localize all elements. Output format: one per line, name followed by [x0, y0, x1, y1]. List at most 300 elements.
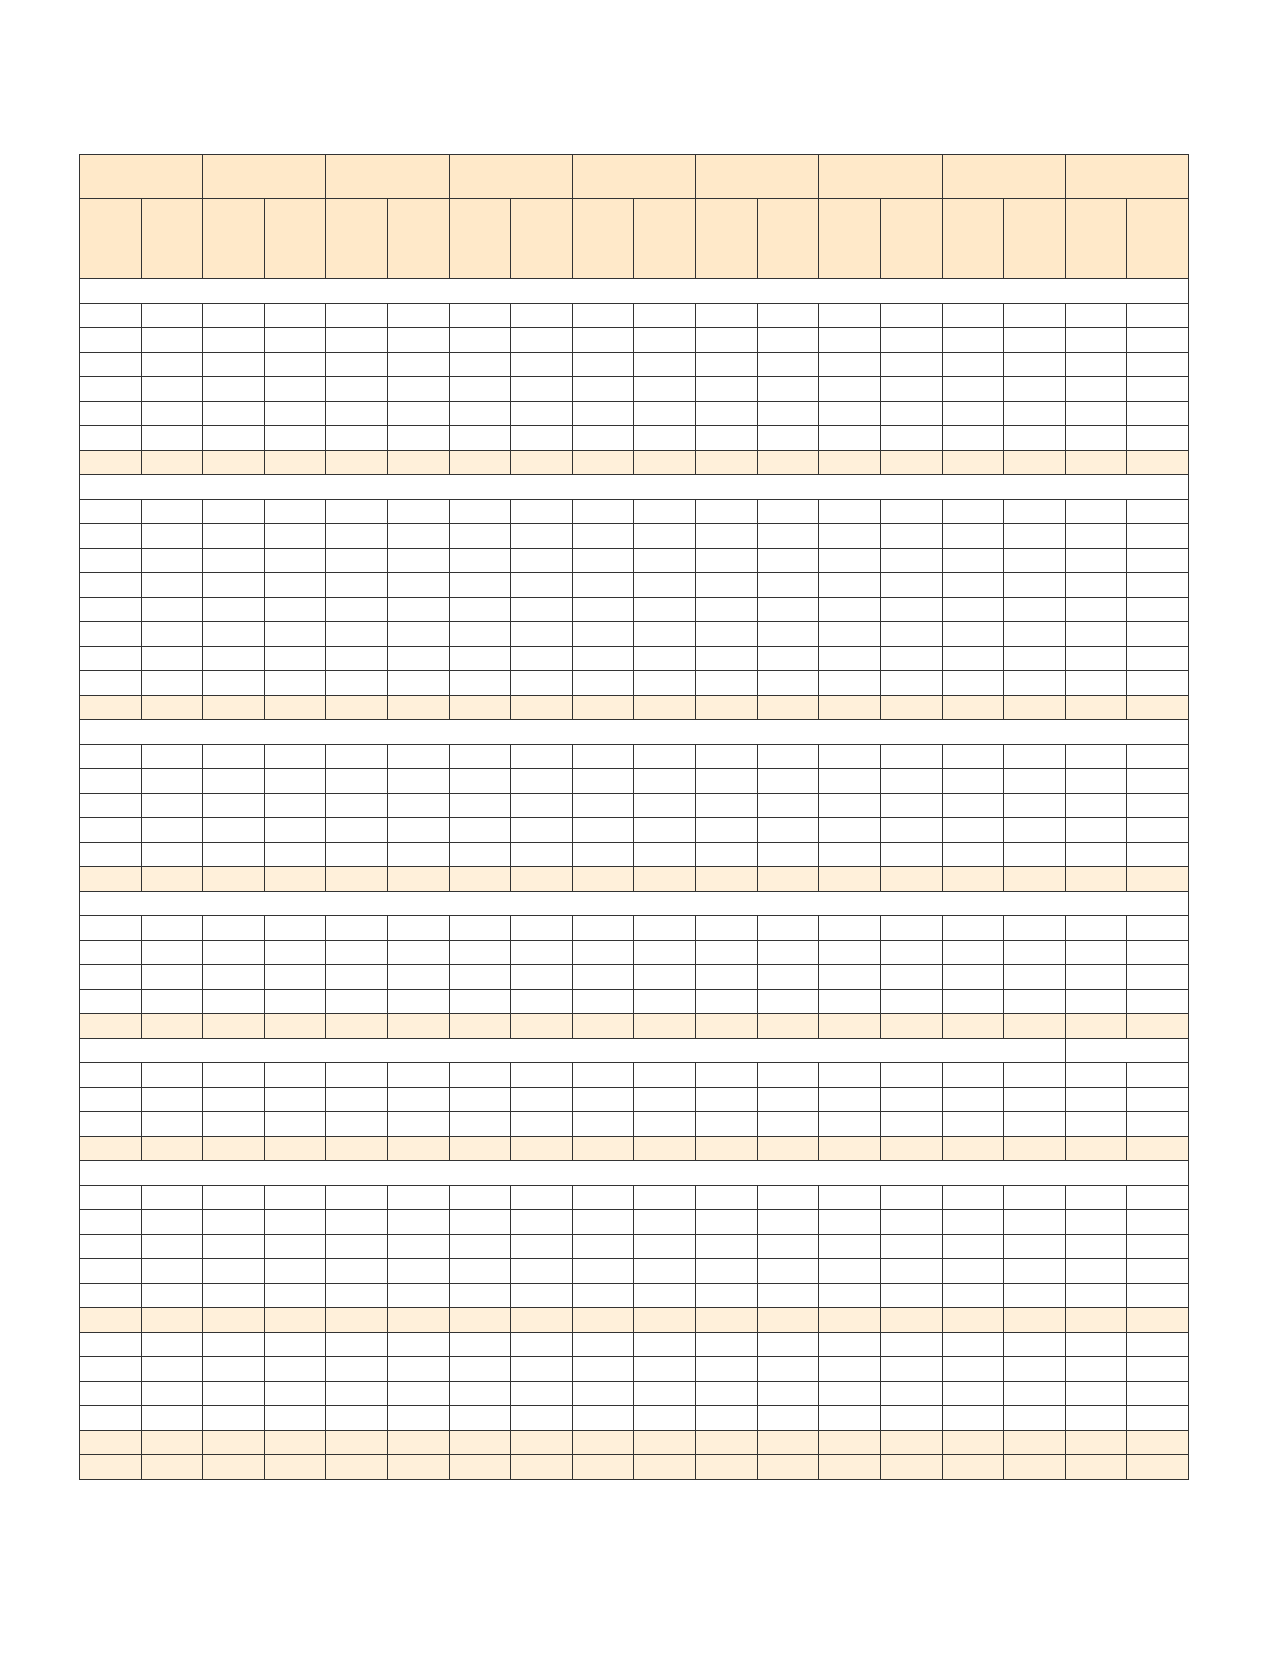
subtotal-cell	[696, 695, 758, 720]
table-cell	[511, 401, 573, 426]
section-row	[80, 279, 1189, 304]
table-cell	[264, 328, 326, 353]
table-cell	[264, 671, 326, 696]
table-cell	[757, 1283, 819, 1308]
table-cell	[203, 352, 265, 377]
table-cell	[80, 1112, 142, 1137]
subtotal-cell	[326, 1136, 388, 1161]
table-cell	[757, 744, 819, 769]
table-row	[80, 744, 1189, 769]
table-cell	[634, 524, 696, 549]
table-cell	[264, 303, 326, 328]
table-cell	[634, 1185, 696, 1210]
table-cell	[1065, 524, 1127, 549]
table-cell	[449, 377, 511, 402]
table-cell	[1004, 916, 1066, 941]
header-column-cell	[819, 199, 881, 279]
table-cell	[942, 1112, 1004, 1137]
subtotal-cell	[388, 450, 450, 475]
table-cell	[1065, 1087, 1127, 1112]
table-cell	[511, 965, 573, 990]
table-cell	[1065, 1063, 1127, 1088]
table-row	[80, 548, 1189, 573]
table-cell	[141, 1283, 203, 1308]
table-cell	[572, 377, 634, 402]
table-cell	[572, 328, 634, 353]
table-cell	[388, 965, 450, 990]
subtotal-cell	[757, 1136, 819, 1161]
table-cell	[264, 352, 326, 377]
table-cell	[1004, 622, 1066, 647]
table-cell	[696, 842, 758, 867]
table-cell	[880, 1234, 942, 1259]
subtotal-row	[80, 1430, 1189, 1455]
subtotal-cell	[141, 1455, 203, 1480]
table-cell	[388, 769, 450, 794]
subtotal-cell	[696, 1014, 758, 1039]
table-cell	[1127, 597, 1189, 622]
table-cell	[1127, 426, 1189, 451]
table-cell	[1127, 548, 1189, 573]
table-cell	[819, 1259, 881, 1284]
table-cell	[1127, 1063, 1189, 1088]
table-cell	[264, 916, 326, 941]
table-cell	[80, 1283, 142, 1308]
table-cell	[1065, 1357, 1127, 1382]
subtotal-cell	[1004, 695, 1066, 720]
table-cell	[388, 377, 450, 402]
table-cell	[511, 1381, 573, 1406]
header-column-cell	[880, 199, 942, 279]
table-cell	[203, 1210, 265, 1235]
table-cell	[326, 1234, 388, 1259]
table-cell	[203, 1259, 265, 1284]
subtotal-cell	[880, 450, 942, 475]
table-cell	[388, 622, 450, 647]
table-cell	[449, 769, 511, 794]
table-cell	[80, 1063, 142, 1088]
table-cell	[264, 597, 326, 622]
table-cell	[264, 499, 326, 524]
table-cell	[1065, 499, 1127, 524]
header-column-cell	[203, 199, 265, 279]
table-cell	[511, 769, 573, 794]
subtotal-cell	[757, 695, 819, 720]
table-cell	[80, 1357, 142, 1382]
table-cell	[942, 989, 1004, 1014]
table-cell	[942, 573, 1004, 598]
table-cell	[942, 940, 1004, 965]
table-cell	[1065, 1210, 1127, 1235]
table-cell	[696, 1185, 758, 1210]
table-cell	[80, 744, 142, 769]
subtotal-cell	[572, 1308, 634, 1333]
table-cell	[880, 646, 942, 671]
table-cell	[264, 744, 326, 769]
table-cell	[80, 769, 142, 794]
table-cell	[388, 793, 450, 818]
table-cell	[634, 573, 696, 598]
table-cell	[819, 965, 881, 990]
table-cell	[696, 989, 758, 1014]
table-cell	[696, 622, 758, 647]
table-cell	[757, 916, 819, 941]
table-cell	[757, 401, 819, 426]
subtotal-cell	[80, 1014, 142, 1039]
table-cell	[572, 1283, 634, 1308]
table-cell	[141, 1406, 203, 1431]
table-cell	[634, 1112, 696, 1137]
table-cell	[880, 1087, 942, 1112]
table-cell	[1065, 426, 1127, 451]
table-cell	[141, 1087, 203, 1112]
header-group-cell	[80, 155, 203, 199]
subtotal-cell	[449, 1455, 511, 1480]
table-cell	[1127, 1283, 1189, 1308]
table-cell	[203, 1185, 265, 1210]
table-cell	[942, 1406, 1004, 1431]
subtotal-cell	[1065, 1430, 1127, 1455]
table-cell	[880, 352, 942, 377]
table-cell	[942, 426, 1004, 451]
table-cell	[1127, 818, 1189, 843]
table-cell	[634, 622, 696, 647]
subtotal-row	[80, 450, 1189, 475]
table-cell	[203, 499, 265, 524]
table-cell	[1127, 1381, 1189, 1406]
table-cell	[388, 524, 450, 549]
table-cell	[942, 1210, 1004, 1235]
table-cell	[326, 1112, 388, 1137]
table-cell	[696, 1259, 758, 1284]
table-cell	[1004, 744, 1066, 769]
table-cell	[388, 646, 450, 671]
table-cell	[1127, 1357, 1189, 1382]
table-cell	[572, 965, 634, 990]
header-group-cell	[696, 155, 819, 199]
table-cell	[203, 940, 265, 965]
table-cell	[264, 1406, 326, 1431]
subtotal-cell	[1065, 695, 1127, 720]
subtotal-cell	[880, 867, 942, 892]
table-cell	[388, 1283, 450, 1308]
table-cell	[572, 769, 634, 794]
table-cell	[203, 818, 265, 843]
table-cell	[141, 524, 203, 549]
table-cell	[634, 1357, 696, 1382]
table-cell	[942, 842, 1004, 867]
section-cell	[80, 279, 1189, 304]
table-cell	[757, 426, 819, 451]
table-cell	[757, 989, 819, 1014]
header-column-cell	[388, 199, 450, 279]
table-cell	[634, 597, 696, 622]
table-cell	[757, 1087, 819, 1112]
table-cell	[141, 1112, 203, 1137]
table-cell	[572, 1259, 634, 1284]
table-cell	[326, 328, 388, 353]
table-row	[80, 1210, 1189, 1235]
subtotal-cell	[1065, 867, 1127, 892]
table-cell	[572, 548, 634, 573]
table-cell	[757, 328, 819, 353]
table-cell	[141, 377, 203, 402]
table-cell	[942, 524, 1004, 549]
table-cell	[696, 499, 758, 524]
table-cell	[634, 842, 696, 867]
subtotal-cell	[1127, 1455, 1189, 1480]
table-cell	[572, 989, 634, 1014]
subtotal-cell	[1065, 450, 1127, 475]
table-cell	[1127, 744, 1189, 769]
subtotal-cell	[326, 867, 388, 892]
table-cell	[326, 524, 388, 549]
table-cell	[449, 548, 511, 573]
table-cell	[696, 524, 758, 549]
table-cell	[1004, 842, 1066, 867]
table-cell	[880, 1185, 942, 1210]
table-cell	[141, 499, 203, 524]
table-cell	[80, 940, 142, 965]
table-cell	[141, 548, 203, 573]
table-cell	[264, 426, 326, 451]
table-row	[80, 328, 1189, 353]
table-cell	[696, 793, 758, 818]
section-row	[80, 1038, 1189, 1063]
table-cell	[880, 401, 942, 426]
table-cell	[1127, 671, 1189, 696]
table-cell	[696, 597, 758, 622]
table-cell	[696, 769, 758, 794]
table-cell	[264, 646, 326, 671]
table-cell	[80, 548, 142, 573]
table-cell	[942, 1259, 1004, 1284]
table-cell	[1065, 1283, 1127, 1308]
table-cell	[326, 1259, 388, 1284]
subtotal-cell	[634, 450, 696, 475]
table-cell	[511, 1406, 573, 1431]
subtotal-cell	[1004, 1455, 1066, 1480]
subtotal-cell	[819, 1136, 881, 1161]
table-cell	[696, 1283, 758, 1308]
table-cell	[880, 1406, 942, 1431]
table-cell	[511, 940, 573, 965]
table-cell	[942, 328, 1004, 353]
subtotal-cell	[942, 1014, 1004, 1039]
table-cell	[572, 303, 634, 328]
table-cell	[326, 597, 388, 622]
table-cell	[757, 1112, 819, 1137]
table-cell	[80, 1210, 142, 1235]
subtotal-cell	[942, 695, 1004, 720]
subtotal-cell	[1004, 1136, 1066, 1161]
table-cell	[326, 793, 388, 818]
table-cell	[696, 818, 758, 843]
subtotal-cell	[1004, 867, 1066, 892]
subtotal-cell	[326, 450, 388, 475]
table-cell	[1004, 818, 1066, 843]
table-cell	[1127, 1332, 1189, 1357]
subtotal-cell	[757, 450, 819, 475]
table-cell	[511, 744, 573, 769]
table-cell	[819, 1185, 881, 1210]
table-cell	[203, 1087, 265, 1112]
table-cell	[634, 1234, 696, 1259]
table-cell	[141, 916, 203, 941]
table-cell	[388, 842, 450, 867]
table-cell	[326, 622, 388, 647]
table-cell	[819, 1063, 881, 1088]
table-cell	[572, 1112, 634, 1137]
table-cell	[511, 1283, 573, 1308]
table-cell	[141, 842, 203, 867]
subtotal-cell	[388, 1430, 450, 1455]
subtotal-cell	[880, 1430, 942, 1455]
table-cell	[449, 1332, 511, 1357]
table-cell	[511, 1332, 573, 1357]
subtotal-cell	[572, 1136, 634, 1161]
table-cell	[264, 622, 326, 647]
subtotal-cell	[80, 1136, 142, 1161]
table-cell	[449, 426, 511, 451]
table-cell	[203, 1234, 265, 1259]
table-cell	[942, 1063, 1004, 1088]
table-cell	[572, 352, 634, 377]
table-cell	[757, 377, 819, 402]
table-cell	[449, 622, 511, 647]
table-cell	[80, 989, 142, 1014]
table-cell	[572, 401, 634, 426]
table-cell	[203, 671, 265, 696]
subtotal-cell	[1127, 695, 1189, 720]
table-cell	[1065, 1259, 1127, 1284]
table-cell	[942, 622, 1004, 647]
table-cell	[942, 401, 1004, 426]
table-cell	[264, 1381, 326, 1406]
table-cell	[1004, 1381, 1066, 1406]
table-cell	[819, 1210, 881, 1235]
subtotal-cell	[141, 1136, 203, 1161]
table-cell	[942, 303, 1004, 328]
table-cell	[696, 426, 758, 451]
table-cell	[696, 573, 758, 598]
table-cell	[819, 1381, 881, 1406]
subtotal-cell	[572, 450, 634, 475]
table-cell	[942, 769, 1004, 794]
table-cell	[326, 744, 388, 769]
table-cell	[141, 1185, 203, 1210]
subtotal-cell	[757, 1455, 819, 1480]
subtotal-cell	[203, 1136, 265, 1161]
table-cell	[819, 1087, 881, 1112]
table-cell	[449, 1063, 511, 1088]
table-cell	[757, 793, 819, 818]
table-cell	[141, 769, 203, 794]
table-cell	[1127, 524, 1189, 549]
table-cell	[80, 1332, 142, 1357]
subtotal-row	[80, 1308, 1189, 1333]
table-cell	[388, 1234, 450, 1259]
table-cell	[757, 965, 819, 990]
table-cell	[757, 1259, 819, 1284]
table-row	[80, 818, 1189, 843]
table-cell	[511, 1185, 573, 1210]
table-cell	[634, 1406, 696, 1431]
table-cell	[1004, 671, 1066, 696]
subtotal-cell	[942, 1136, 1004, 1161]
subtotal-cell	[326, 695, 388, 720]
subtotal-cell	[819, 1455, 881, 1480]
table-cell	[880, 1332, 942, 1357]
table-cell	[757, 1185, 819, 1210]
table-cell	[634, 426, 696, 451]
table-cell	[1065, 744, 1127, 769]
table-cell	[757, 499, 819, 524]
subtotal-cell	[819, 1014, 881, 1039]
subtotal-cell	[880, 1455, 942, 1480]
table-cell	[880, 793, 942, 818]
table-cell	[572, 940, 634, 965]
table-cell	[757, 1381, 819, 1406]
table-cell	[511, 1210, 573, 1235]
header-column-row	[80, 199, 1189, 279]
subtotal-cell	[326, 1014, 388, 1039]
table-row	[80, 401, 1189, 426]
table-cell	[696, 671, 758, 696]
subtotal-cell	[449, 1308, 511, 1333]
table-cell	[942, 916, 1004, 941]
table-cell	[80, 328, 142, 353]
table-cell	[203, 524, 265, 549]
table-cell	[1004, 377, 1066, 402]
table-cell	[572, 1185, 634, 1210]
table-cell	[1127, 769, 1189, 794]
table-cell	[141, 1234, 203, 1259]
subtotal-cell	[511, 867, 573, 892]
table-cell	[203, 1332, 265, 1357]
table-cell	[819, 1332, 881, 1357]
subtotal-cell	[264, 867, 326, 892]
table-cell	[757, 1234, 819, 1259]
table-cell	[819, 1406, 881, 1431]
table-cell	[203, 744, 265, 769]
table-cell	[572, 916, 634, 941]
table-cell	[80, 597, 142, 622]
subtotal-cell	[634, 867, 696, 892]
header-group-cell	[1065, 155, 1188, 199]
table-cell	[141, 303, 203, 328]
table-row	[80, 916, 1189, 941]
table-row	[80, 597, 1189, 622]
table-cell	[80, 793, 142, 818]
table-cell	[80, 573, 142, 598]
subtotal-cell	[1004, 1430, 1066, 1455]
table-cell	[1127, 573, 1189, 598]
subtotal-cell	[388, 1014, 450, 1039]
table-cell	[634, 1283, 696, 1308]
subtotal-cell	[511, 1136, 573, 1161]
subtotal-cell	[572, 695, 634, 720]
table-row	[80, 524, 1189, 549]
table-cell	[141, 671, 203, 696]
table-cell	[449, 524, 511, 549]
table-cell	[141, 1381, 203, 1406]
table-row	[80, 1087, 1189, 1112]
table-cell	[80, 1259, 142, 1284]
section-side-cell	[1065, 1038, 1188, 1063]
subtotal-cell	[1065, 1136, 1127, 1161]
subtotal-cell	[203, 867, 265, 892]
